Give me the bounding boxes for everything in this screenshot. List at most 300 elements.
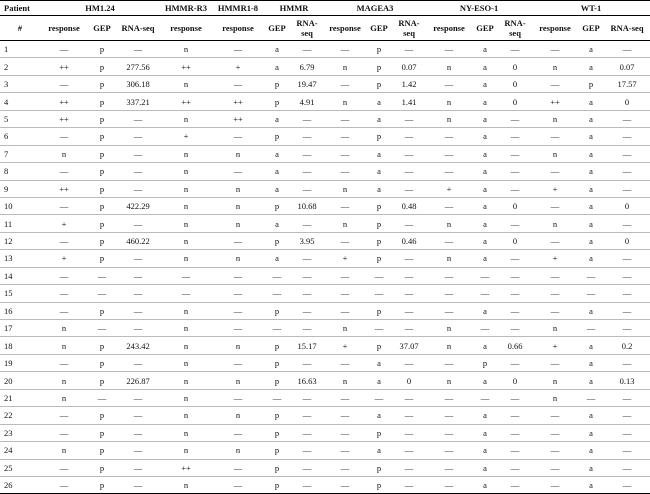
table-row	[0, 442, 650, 459]
table-cell: ++	[40, 110, 88, 127]
patient-number-cell: 16	[0, 302, 40, 319]
table-cell: p	[264, 232, 290, 249]
table-cell: —	[578, 320, 604, 337]
table-cell: +	[532, 180, 578, 197]
table-cell: —	[426, 407, 472, 424]
table-cell: —	[392, 41, 426, 58]
table-cell: 0.2	[604, 337, 650, 354]
col-header: RNA-seq	[604, 16, 650, 41]
table-cell: p	[264, 197, 290, 214]
table-cell: —	[290, 267, 324, 284]
table-row	[0, 75, 650, 92]
table-cell: —	[324, 110, 366, 127]
table-cell: —	[40, 232, 88, 249]
table-cell: —	[392, 110, 426, 127]
table-cell: ++	[160, 459, 212, 476]
table-cell: p	[366, 459, 392, 476]
table-cell: +	[324, 337, 366, 354]
table-cell: a	[472, 372, 498, 389]
table-cell: —	[532, 424, 578, 441]
table-cell: —	[472, 285, 498, 302]
table-cell: —	[290, 145, 324, 162]
table-cell: —	[392, 407, 426, 424]
table-cell: p	[366, 58, 392, 75]
table-cell: —	[426, 302, 472, 319]
table-cell: p	[264, 128, 290, 145]
col-header: RNA-seq	[392, 16, 426, 41]
table-cell: 0.66	[498, 337, 532, 354]
table-cell: a	[264, 110, 290, 127]
table-cell: —	[498, 424, 532, 441]
table-row	[0, 41, 650, 58]
table-cell: 226.87	[116, 372, 160, 389]
table-cell: n	[426, 58, 472, 75]
table-cell: —	[290, 215, 324, 232]
table-cell: a	[264, 41, 290, 58]
table-cell: n	[212, 372, 264, 389]
table-cell: a	[472, 110, 498, 127]
table-cell: —	[498, 41, 532, 58]
patient-number-cell: 1	[0, 41, 40, 58]
table-cell: n	[532, 372, 578, 389]
table-cell: —	[290, 163, 324, 180]
table-cell: —	[324, 163, 366, 180]
table-cell: —	[392, 354, 426, 371]
table-cell: —	[604, 442, 650, 459]
table-cell: —	[264, 389, 290, 406]
table-cell: n	[426, 372, 472, 389]
table-cell: —	[426, 41, 472, 58]
table-cell: n	[212, 337, 264, 354]
table-cell: n	[212, 145, 264, 162]
table-cell: p	[264, 424, 290, 441]
table-cell: —	[212, 232, 264, 249]
table-cell: n	[160, 197, 212, 214]
table-cell: a	[366, 407, 392, 424]
table-cell: —	[532, 476, 578, 493]
table-cell: —	[472, 389, 498, 406]
table-cell: n	[324, 180, 366, 197]
table-cell: —	[290, 476, 324, 493]
table-cell: —	[604, 320, 650, 337]
table-cell: n	[532, 389, 578, 406]
patient-number-cell: 6	[0, 128, 40, 145]
table-cell: —	[324, 75, 366, 92]
col-header: RNA-seq	[290, 16, 324, 41]
table-cell: a	[578, 232, 604, 249]
table-cell: a	[578, 197, 604, 214]
patient-number-cell: 20	[0, 372, 40, 389]
table-cell: n	[532, 320, 578, 337]
table-cell: 0.48	[392, 197, 426, 214]
table-cell: p	[366, 75, 392, 92]
table-cell: a	[578, 354, 604, 371]
table-cell: a	[264, 215, 290, 232]
table-cell: —	[604, 424, 650, 441]
table-cell: p	[88, 476, 116, 493]
table-cell: —	[116, 442, 160, 459]
table-cell: a	[472, 302, 498, 319]
table-cell: 4.91	[290, 93, 324, 110]
patient-number-cell: 9	[0, 180, 40, 197]
table-cell: —	[426, 232, 472, 249]
table-cell: n	[160, 215, 212, 232]
table-cell: —	[40, 459, 88, 476]
table-cell: p	[264, 354, 290, 371]
table-cell: —	[116, 302, 160, 319]
table-cell: a	[578, 337, 604, 354]
table-cell: 16.63	[290, 372, 324, 389]
patient-number-cell: 24	[0, 442, 40, 459]
table-cell: p	[264, 337, 290, 354]
table-cell: —	[604, 354, 650, 371]
table-cell: —	[212, 267, 264, 284]
table-cell: ++	[160, 93, 212, 110]
table-cell: n	[324, 215, 366, 232]
table-cell: 277.56	[116, 58, 160, 75]
table-cell: —	[426, 389, 472, 406]
table-cell: —	[426, 75, 472, 92]
table-cell: p	[88, 250, 116, 267]
table-cell: n	[212, 180, 264, 197]
table-cell: —	[532, 267, 578, 284]
table-cell: —	[498, 407, 532, 424]
table-cell: —	[324, 197, 366, 214]
table-cell: a	[578, 442, 604, 459]
table-cell: a	[578, 93, 604, 110]
table-cell: p	[264, 459, 290, 476]
table-cell: —	[116, 215, 160, 232]
table-cell: a	[472, 232, 498, 249]
table-row	[0, 145, 650, 162]
table-cell: —	[498, 302, 532, 319]
table-cell: —	[324, 302, 366, 319]
patient-number-cell: 15	[0, 285, 40, 302]
table-cell: —	[116, 128, 160, 145]
col-header: #	[0, 16, 40, 41]
table-cell: 0	[604, 93, 650, 110]
table-cell: p	[366, 302, 392, 319]
table-cell: —	[212, 320, 264, 337]
table-cell: 337.21	[116, 93, 160, 110]
table-cell: —	[116, 459, 160, 476]
table-cell: —	[324, 459, 366, 476]
table-row	[0, 302, 650, 319]
table-cell: —	[392, 163, 426, 180]
patient-number-cell: 21	[0, 389, 40, 406]
patient-number-cell: 25	[0, 459, 40, 476]
table-cell: n	[212, 250, 264, 267]
table-cell: a	[578, 476, 604, 493]
table-cell: 422.29	[116, 197, 160, 214]
table-cell: n	[324, 93, 366, 110]
table-cell: +	[426, 180, 472, 197]
table-cell: +	[212, 58, 264, 75]
table-row	[0, 250, 650, 267]
table-cell: p	[472, 354, 498, 371]
table-cell: —	[392, 442, 426, 459]
table-row	[0, 389, 650, 406]
table-cell: —	[532, 407, 578, 424]
table-cell: —	[392, 180, 426, 197]
col-header: GEP	[88, 16, 116, 41]
table-row	[0, 128, 650, 145]
table-cell: n	[40, 389, 88, 406]
table-cell: n	[160, 232, 212, 249]
patient-number-cell: 11	[0, 215, 40, 232]
table-cell: —	[532, 302, 578, 319]
table-cell: 243.42	[116, 337, 160, 354]
table-row	[0, 337, 650, 354]
table-cell: p	[88, 372, 116, 389]
table-cell: ++	[212, 110, 264, 127]
table-cell: n	[160, 476, 212, 493]
col-header: GEP	[578, 16, 604, 41]
table-cell: —	[498, 250, 532, 267]
col-header: GEP	[366, 16, 392, 41]
group-header-hmmr-r3: HMMR-R3	[160, 1, 212, 16]
table-cell: —	[366, 389, 392, 406]
table-cell: —	[498, 145, 532, 162]
table-cell: a	[578, 41, 604, 58]
table-cell: —	[392, 267, 426, 284]
table-cell: —	[116, 354, 160, 371]
col-header: GEP	[472, 16, 498, 41]
table-cell: —	[264, 285, 290, 302]
table-cell: a	[578, 302, 604, 319]
table-cell: p	[366, 476, 392, 493]
table-cell: 0	[498, 372, 532, 389]
table-cell: —	[498, 163, 532, 180]
table-cell: —	[392, 215, 426, 232]
table-cell: a	[366, 110, 392, 127]
group-header-ny-eso-1: NY-ESO-1	[426, 1, 532, 16]
table-cell: n	[160, 41, 212, 58]
table-cell: —	[290, 320, 324, 337]
table-cell: 0	[498, 232, 532, 249]
table-cell: 0	[498, 93, 532, 110]
table-cell: a	[578, 128, 604, 145]
table-cell: p	[264, 407, 290, 424]
table-cell: a	[472, 58, 498, 75]
table-cell: a	[366, 354, 392, 371]
table-cell: —	[472, 267, 498, 284]
table-cell: —	[160, 267, 212, 284]
table-cell: —	[426, 145, 472, 162]
table-cell: —	[212, 128, 264, 145]
table-cell: p	[88, 424, 116, 441]
table-cell: —	[324, 285, 366, 302]
table-cell: 1.41	[392, 93, 426, 110]
table-cell: —	[532, 197, 578, 214]
table-cell: n	[160, 75, 212, 92]
table-cell: p	[264, 75, 290, 92]
table-cell: n	[160, 389, 212, 406]
table-row	[0, 93, 650, 110]
table-cell: —	[116, 110, 160, 127]
table-cell: n	[426, 110, 472, 127]
table-cell: —	[604, 180, 650, 197]
table-cell: p	[88, 163, 116, 180]
table-cell: —	[392, 424, 426, 441]
table-cell: 0	[604, 197, 650, 214]
table-cell: n	[426, 93, 472, 110]
table-cell: —	[498, 267, 532, 284]
table-cell: —	[498, 389, 532, 406]
table-row	[0, 215, 650, 232]
table-cell: a	[472, 337, 498, 354]
group-header-hmmr: HMMR	[264, 1, 324, 16]
table-cell: a	[472, 41, 498, 58]
table-cell: —	[324, 389, 366, 406]
table-cell: p	[264, 372, 290, 389]
table-cell: a	[472, 442, 498, 459]
patient-number-cell: 10	[0, 197, 40, 214]
col-header: response	[40, 16, 88, 41]
table-cell: —	[290, 110, 324, 127]
table-cell: a	[472, 180, 498, 197]
table-row	[0, 476, 650, 493]
table-cell: p	[264, 442, 290, 459]
table-cell: +	[160, 128, 212, 145]
patient-number-cell: 17	[0, 320, 40, 337]
table-cell: —	[212, 354, 264, 371]
table-cell: ++	[212, 93, 264, 110]
table-cell: a	[578, 58, 604, 75]
table-cell: p	[88, 145, 116, 162]
table-cell: —	[426, 424, 472, 441]
table-cell: a	[578, 459, 604, 476]
table-cell: a	[472, 163, 498, 180]
table-cell: p	[88, 354, 116, 371]
table-cell: 10.68	[290, 197, 324, 214]
table-cell: n	[160, 250, 212, 267]
table-cell: —	[426, 163, 472, 180]
table-cell: —	[426, 197, 472, 214]
patient-number-cell: 23	[0, 424, 40, 441]
table-cell: —	[498, 128, 532, 145]
patient-number-cell: 8	[0, 163, 40, 180]
sub-header-row	[0, 16, 650, 41]
patient-number-cell: 13	[0, 250, 40, 267]
table-cell: —	[426, 267, 472, 284]
table-cell: n	[160, 180, 212, 197]
table-cell: n	[532, 110, 578, 127]
table-row	[0, 320, 650, 337]
table-cell: n	[160, 110, 212, 127]
table-cell: p	[264, 302, 290, 319]
table-cell: n	[426, 215, 472, 232]
table-cell: —	[604, 407, 650, 424]
table-cell: —	[88, 267, 116, 284]
table-cell: n	[532, 215, 578, 232]
table-row	[0, 372, 650, 389]
table-cell: p	[88, 459, 116, 476]
table-cell: n	[212, 215, 264, 232]
table-cell: a	[472, 407, 498, 424]
table-cell: —	[392, 302, 426, 319]
table-cell: p	[366, 424, 392, 441]
table-cell: a	[578, 215, 604, 232]
table-cell: —	[290, 128, 324, 145]
table-cell: n	[160, 442, 212, 459]
table-cell: a	[472, 476, 498, 493]
table-cell: p	[366, 41, 392, 58]
table-cell: —	[426, 442, 472, 459]
table-cell: —	[290, 285, 324, 302]
table-cell: —	[366, 320, 392, 337]
table-cell: —	[212, 75, 264, 92]
table-cell: —	[532, 442, 578, 459]
table-cell: —	[604, 41, 650, 58]
table-cell: p	[88, 128, 116, 145]
table-cell: —	[498, 354, 532, 371]
table-cell: —	[604, 215, 650, 232]
table-cell: 0	[392, 372, 426, 389]
table-cell: a	[578, 110, 604, 127]
table-cell: a	[366, 163, 392, 180]
table-cell: 1.42	[392, 75, 426, 92]
table-cell: a	[366, 145, 392, 162]
table-cell: n	[324, 58, 366, 75]
table-cell: a	[472, 75, 498, 92]
table-cell: —	[40, 197, 88, 214]
table-cell: —	[264, 267, 290, 284]
table-cell: p	[366, 215, 392, 232]
patient-number-cell: 26	[0, 476, 40, 493]
table-cell: ++	[40, 93, 88, 110]
table-cell: n	[426, 320, 472, 337]
table-cell: p	[88, 215, 116, 232]
table-cell: p	[578, 75, 604, 92]
table-cell: —	[40, 41, 88, 58]
table-cell: —	[392, 459, 426, 476]
table-cell: —	[116, 320, 160, 337]
table-cell: n	[532, 145, 578, 162]
table-cell: n	[160, 163, 212, 180]
table-cell: —	[212, 163, 264, 180]
table-cell: —	[290, 41, 324, 58]
table-cell: p	[88, 75, 116, 92]
table-cell: —	[40, 302, 88, 319]
table-row	[0, 197, 650, 214]
table-cell: ++	[532, 93, 578, 110]
table-cell: —	[290, 302, 324, 319]
table-cell: —	[324, 267, 366, 284]
table-cell: —	[40, 354, 88, 371]
table-cell: p	[88, 232, 116, 249]
table-cell: 0	[498, 58, 532, 75]
table-cell: a	[366, 442, 392, 459]
table-cell: a	[366, 372, 392, 389]
table-cell: —	[116, 389, 160, 406]
table-cell: ++	[40, 180, 88, 197]
table-cell: a	[264, 250, 290, 267]
table-cell: —	[40, 476, 88, 493]
table-cell: a	[472, 145, 498, 162]
table-cell: —	[290, 459, 324, 476]
table-cell: —	[116, 407, 160, 424]
table-cell: n	[160, 424, 212, 441]
table-cell: —	[40, 267, 88, 284]
table-cell: p	[366, 197, 392, 214]
table-cell: —	[498, 442, 532, 459]
patient-number-cell: 2	[0, 58, 40, 75]
table-cell: —	[392, 128, 426, 145]
table-cell: —	[604, 128, 650, 145]
table-cell: +	[40, 215, 88, 232]
table-cell: 0	[604, 232, 650, 249]
